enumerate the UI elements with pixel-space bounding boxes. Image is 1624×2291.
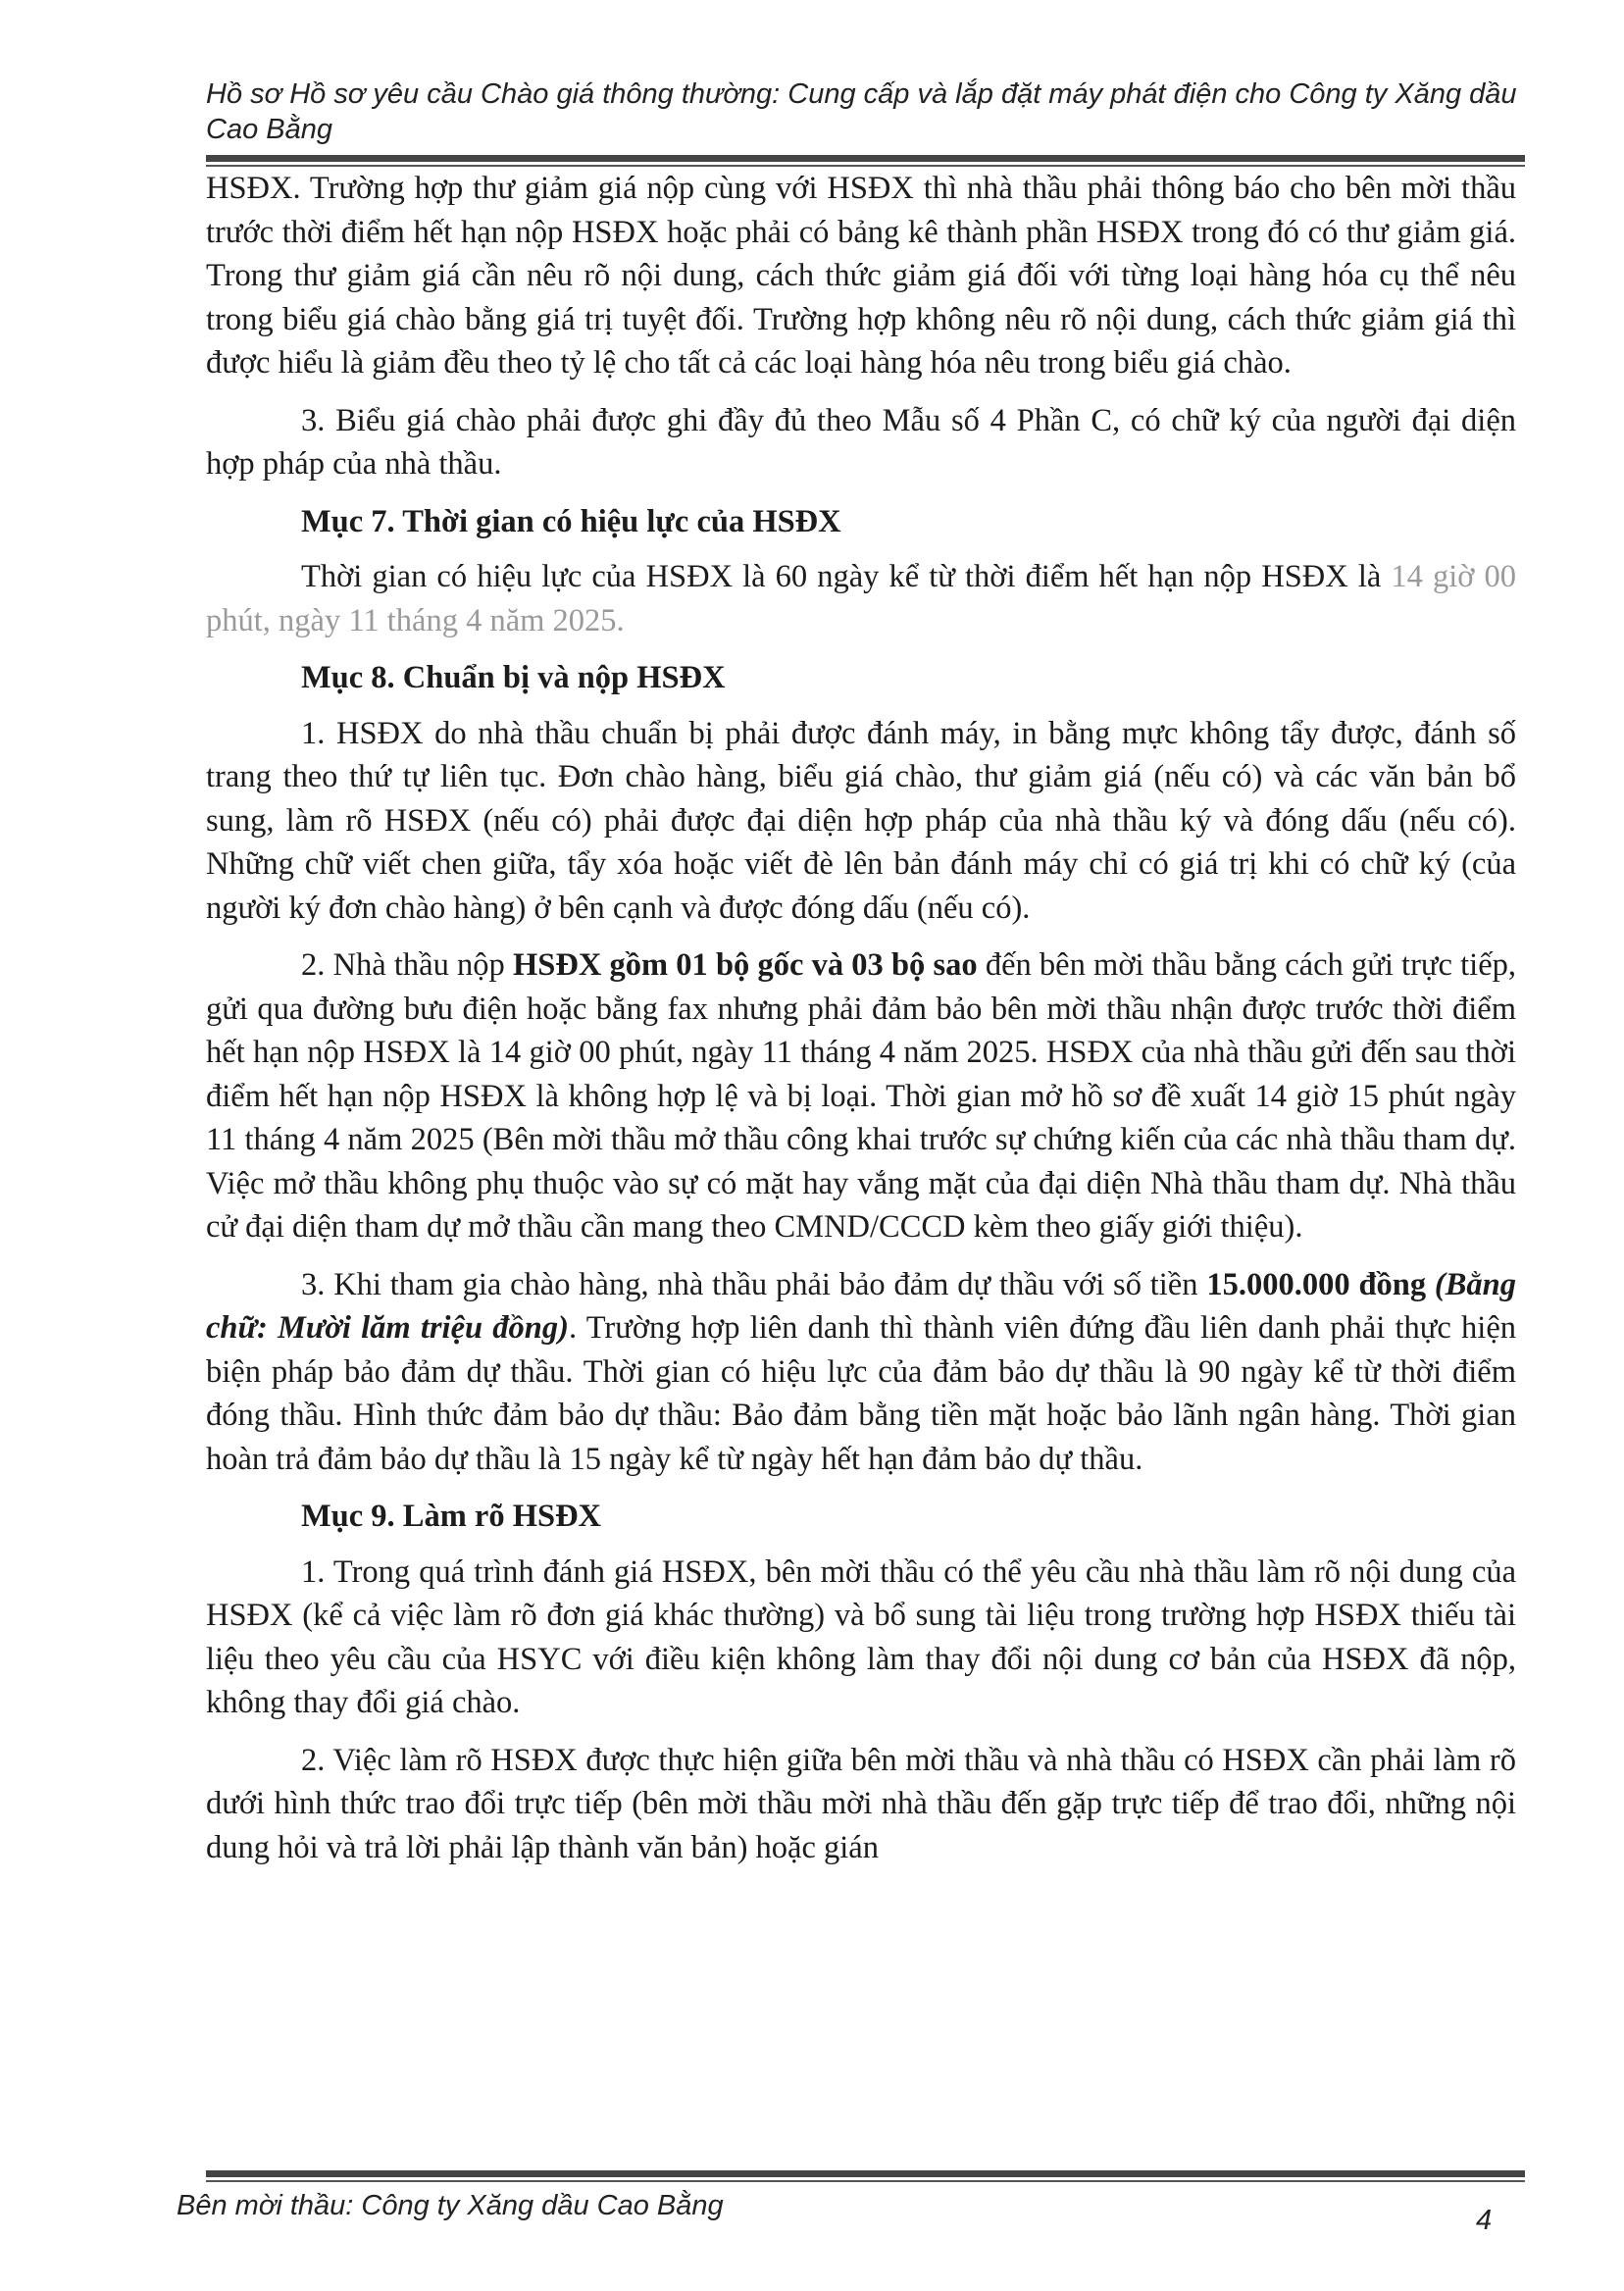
section-8-paragraph-1: 1. HSĐX do nhà thầu chuẩn bị phải được đánh máy, in bằng mực không tẩy được, đánh số trang theo thứ tự liên tục. Đơn chào hàng, biểu giá chào, thư giảm giá (nếu có) và các văn bản bổ sung, làm rõ HSĐX (nếu có) phải được đại diện hợp pháp của nhà thầu ký và đóng dấu (nếu có). Những chữ viết chen giữa, tẩy xóa hoặc viết đè lên bản đánh máy chỉ có giá trị khi có chữ ký (của người ký đơn chào hàng) ở bên cạnh và được đóng dấu (nếu có).	[206, 715, 1516, 926]
footer-rule	[206, 2170, 1525, 2177]
paragraph-item-3: 3. Biểu giá chào phải được ghi đầy đủ theo Mẫu số 4 Phần C, có chữ ký của người đại diện hợp pháp của nhà thầu.	[206, 402, 1516, 482]
section-9-paragraph-2: 2. Việc làm rõ HSĐX được thực hiện giữa bên mời thầu và nhà thầu có HSĐX cần phải làm rõ dưới hình thức trao đổi trực tiếp (bên mời thầu mời nhà thầu đến gặp trực tiếp để trao đổi, những nội dung hỏi và trả lời phải lập thành văn bản) hoặc gián	[206, 1742, 1516, 1865]
section-7-heading: Mục 7. Thời gian có hiệu lực của HSĐX	[301, 503, 841, 539]
section-8-p3-prefix: 3. Khi tham gia chào hàng, nhà thầu phải bảo đảm dự thầu với số tiền	[301, 1266, 1207, 1302]
section-8-p2-prefix: 2. Nhà thầu nộp	[301, 947, 513, 983]
header-rule	[206, 155, 1525, 162]
section-9-heading: Mục 9. Làm rõ HSĐX	[301, 1499, 602, 1534]
section-7-text: Thời gian có hiệu lực của HSĐX là 60 ngày kể từ thời điểm hết hạn nộp HSĐX là	[301, 559, 1392, 594]
section-7-deadline-text: 14 giờ 00 phút, ngày 11 tháng 4 năm 2025.	[206, 559, 1517, 638]
section-8-p2-bold: HSĐX gồm 01 bộ gốc và 03 bộ sao	[513, 947, 978, 983]
section-8-paragraph-2	[206, 943, 1516, 1249]
section-8-p3-amount-words: (Bằng chữ: Mười lăm triệu đồng)	[206, 1266, 1516, 1346]
section-8-paragraph-3	[206, 1263, 1516, 1482]
section-8-p2-rest: đến bên mời thầu bằng cách gửi trực tiếp, gửi qua đường bưu điện hoặc bằng fax nhưng phải đảm bảo bên mời thầu nhận được trước thời điểm hết hạn nộp HSĐX là 14 giờ 00 phút, ngày 11 tháng 4 năm 2025. HSĐX của nhà thầu gửi đến sau thời điểm hết hạn nộp HSĐX là không hợp lệ và bị loại. Thời gian mở hồ sơ đề xuất 14 giờ 15 phút ngày 11 tháng 4 năm 2025 (Bên mời thầu mở thầu công khai trước sự chứng kiến của các nhà thầu tham dự. Việc mở thầu không phụ thuộc vào sự có mặt hay vắng mặt của đại diện Nhà thầu tham dự. Nhà thầu cử đại diện tham dự mở thầu cần mang theo CMND/CCCD kèm theo giấy giới thiệu).	[206, 947, 1516, 1245]
page-number: 4	[1476, 2205, 1493, 2236]
page-header: Hồ sơ Hồ sơ yêu cầu Chào giá thông thường: Cung cấp và lắp đặt máy phát điện cho Công ty Xăng dầu Cao Bằng	[206, 78, 1517, 145]
section-8-p3-amount: 15.000.000 đồng	[1206, 1266, 1427, 1302]
document-body	[206, 167, 1516, 1883]
paragraph-continuation: HSĐX. Trường hợp thư giảm giá nộp cùng với HSĐX thì nhà thầu phải thông báo cho bên mời thầu trước thời điểm hết hạn nộp HSĐX hoặc phải có bảng kê thành phần HSĐX trong đó có thư giảm giá. Trong thư giảm giá cần nêu rõ nội dung, cách thức giảm giá đối với từng loại hàng hóa cụ thể nêu trong biểu giá chào bằng giá trị tuyệt đối. Trường hợp không nêu rõ nội dung, cách thức giảm giá thì được hiểu là giảm đều theo tỷ lệ cho tất cả các loại hàng hóa nêu trong biểu giá chào.	[206, 171, 1516, 381]
section-7-paragraph	[206, 555, 1516, 642]
page-footer: Bên mời thầu: Công ty Xăng dầu Cao Bằng	[177, 2190, 724, 2221]
section-9-paragraph-1: 1. Trong quá trình đánh giá HSĐX, bên mời thầu có thể yêu cầu nhà thầu làm rõ nội dung của HSĐX (kể cả việc làm rõ đơn giá khác thường) và bổ sung tài liệu trong trường hợp HSĐX thiếu tài liệu theo yêu cầu của HSYC với điều kiện không làm thay đổi nội dung cơ bản của HSĐX đã nộp, không thay đổi giá chào.	[206, 1553, 1516, 1720]
section-8-heading: Mục 8. Chuẩn bị và nộp HSĐX	[301, 660, 726, 695]
section-8-p3-rest: . Trường hợp liên danh thì thành viên đứng đầu liên danh phải thực hiện biện pháp bảo đảm dự thầu. Thời gian có hiệu lực của đảm bảo dự thầu là 90 ngày kể từ thời điểm đóng thầu. Hình thức đảm bảo dự thầu: Bảo đảm bằng tiền mặt hoặc bảo lãnh ngân hàng. Thời gian hoàn trả đảm bảo dự thầu là 15 ngày kể từ ngày hết hạn đảm bảo dự thầu.	[206, 1310, 1516, 1477]
footer-rule-thin	[206, 2180, 1525, 2182]
